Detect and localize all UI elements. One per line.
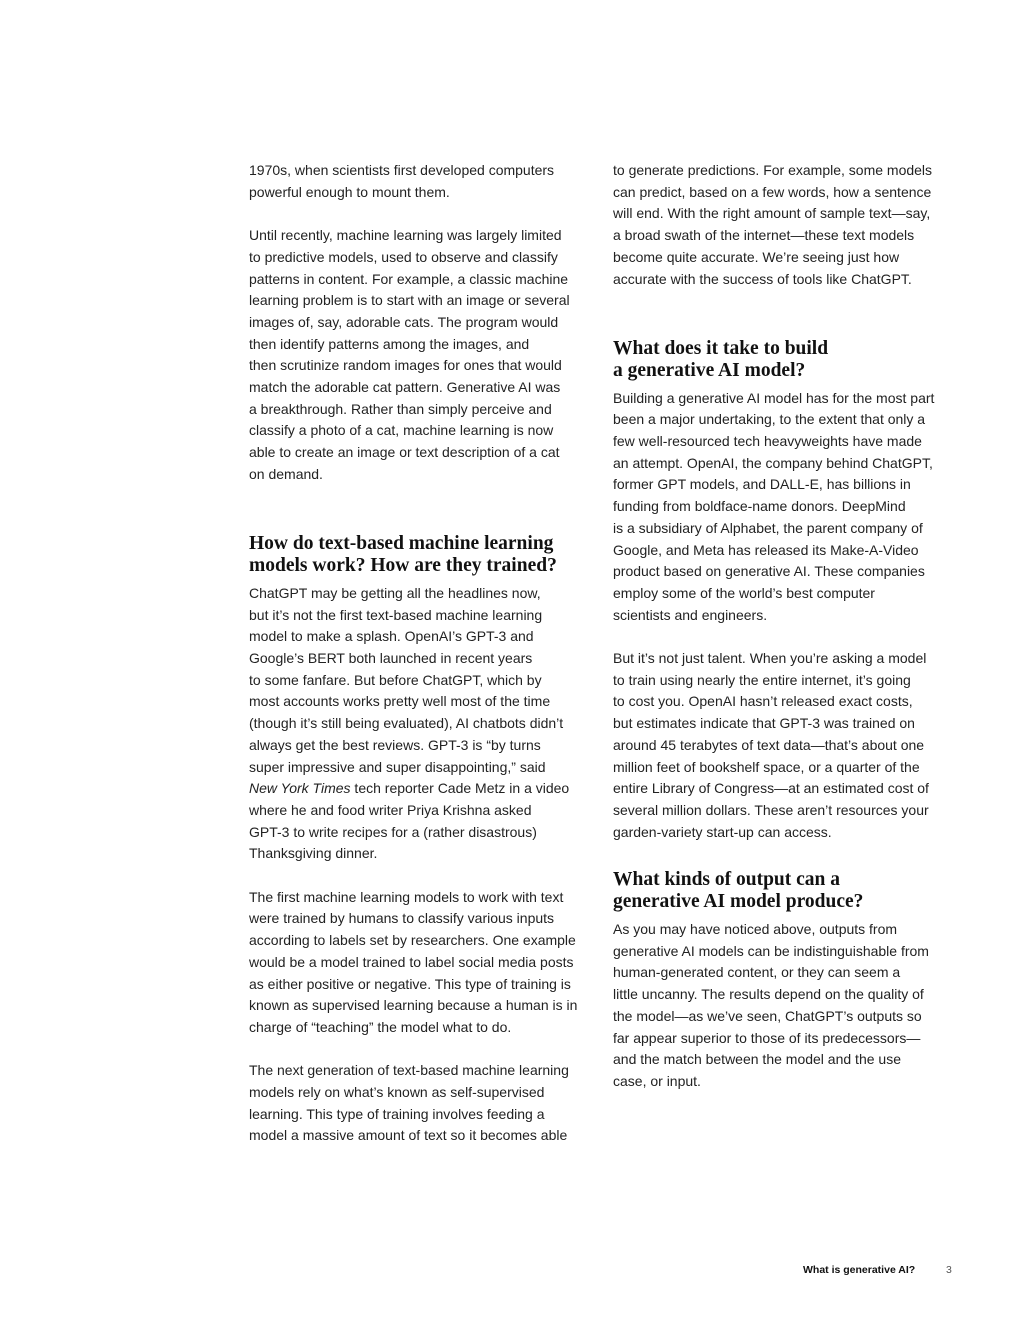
- text-line: but it’s not the first text-based machine learning: [249, 606, 543, 623]
- paragraph: [249, 225, 594, 485]
- text-line: product based on generative AI. These companies: [613, 563, 925, 580]
- text-span: tech reporter Cade Metz in a video: [350, 780, 570, 797]
- heading-line: models work? How are they trained?: [249, 554, 557, 576]
- text-line: and the match between the model and the use: [613, 1051, 901, 1068]
- text-line: known as supervised learning because a human is in: [249, 997, 578, 1014]
- text-line: to some fanfare. But before ChatGPT, which by: [249, 671, 542, 688]
- paragraph: [249, 1060, 594, 1147]
- text-line: the model—as we’ve seen, ChatGPT’s outputs so: [613, 1007, 922, 1024]
- text-line: GPT-3 to write recipes for a (rather disastrous): [249, 823, 537, 840]
- right-column: [613, 160, 958, 1093]
- text-line: most accounts works pretty well most of the time: [249, 693, 551, 710]
- paragraph: [249, 887, 594, 1039]
- text-line: would be a model trained to label social media posts: [249, 953, 574, 970]
- text-line: human-generated content, or they can seem a: [613, 964, 901, 981]
- text-line: an attempt. OpenAI, the company behind ChatGPT,: [613, 454, 933, 471]
- paragraph: [249, 583, 594, 865]
- text-line: case, or input.: [613, 1072, 701, 1089]
- paragraph: [613, 388, 958, 627]
- text-line: learning problem is to start with an image or several: [249, 292, 570, 309]
- heading-line: generative AI model produce?: [613, 891, 864, 913]
- text-line: scientists and engineers.: [613, 606, 768, 623]
- text-line: little uncanny. The results depend on the quality of: [613, 986, 924, 1003]
- text-line: is a subsidiary of Alphabet, the parent company of: [613, 519, 923, 536]
- text-line: able to create an image or text description of a cat: [249, 444, 560, 461]
- text-line: become quite accurate. We’re seeing just how: [613, 248, 900, 265]
- text-line: a breakthrough. Rather than simply perceive and: [249, 400, 552, 417]
- text-line: The first machine learning models to work with text: [249, 888, 564, 905]
- heading-line: How do text-based machine learning: [249, 532, 554, 554]
- text-line: accurate with the success of tools like ChatGPT.: [613, 270, 912, 287]
- text-line: were trained by humans to classify various inputs: [249, 910, 555, 927]
- heading-line: What does it take to build: [613, 337, 829, 359]
- text-line: models rely on what’s known as self-supervised: [249, 1084, 545, 1101]
- section-heading: [249, 533, 594, 577]
- text-line: Google’s BERT both launched in recent years: [249, 650, 533, 667]
- text-line: on demand.: [249, 465, 323, 482]
- text-line: garden-variety start-up can access.: [613, 823, 832, 840]
- text-line: then identify patterns among the images, and: [249, 335, 530, 352]
- text-line: far appear superior to those of its predecessors—: [613, 1029, 921, 1046]
- text-line: to train using nearly the entire internet, it’s going: [613, 671, 911, 688]
- text-line: million feet of bookshelf space, or a quarter of the: [613, 758, 920, 775]
- section-heading: [613, 338, 958, 382]
- text-line: around 45 terabytes of text data—that’s about one: [613, 736, 925, 753]
- text-line: Thanksgiving dinner.: [249, 845, 378, 862]
- text-line: The next generation of text-based machine learning: [249, 1062, 569, 1079]
- left-column: [249, 160, 594, 1147]
- text-line: As you may have noticed above, outputs from: [613, 921, 898, 938]
- text-line: learning. This type of training involves feeding a: [249, 1105, 545, 1122]
- text-line: images of, say, adorable cats. The program would: [249, 313, 559, 330]
- text-line: to predictive models, used to observe and classify: [249, 248, 558, 265]
- text-line: then scrutinize random images for ones that would: [249, 357, 562, 374]
- text-line: powerful enough to mount them.: [249, 183, 450, 200]
- text-line: former GPT models, and DALL-E, has billions in: [613, 476, 911, 493]
- text-line: where he and food writer Priya Krishna asked: [249, 801, 532, 818]
- text-line: (though it’s still being evaluated), AI chatbots didn’t: [249, 715, 564, 732]
- paragraph: [613, 160, 958, 290]
- text-line: model to make a splash. OpenAI’s GPT-3 and: [249, 628, 534, 645]
- text-line: few well-resourced tech heavyweights have made: [613, 433, 922, 449]
- text-line: always get the best reviews. GPT-3 is “by turns: [249, 736, 541, 753]
- text-line: Until recently, machine learning was largely limited: [249, 227, 562, 244]
- text-line: [249, 778, 594, 800]
- text-line: been a major undertaking, to the extent that only a: [613, 411, 926, 428]
- paragraph: [249, 160, 594, 203]
- text-line: patterns in content. For example, a classic machine: [249, 270, 569, 287]
- text-line: to cost you. OpenAI hasn’t released exact costs,: [613, 693, 913, 710]
- text-line: charge of “teaching” the model what to do.: [249, 1018, 512, 1035]
- text-line: a broad swath of the internet—these text models: [613, 227, 915, 244]
- text-line: Building a generative AI model has for the most part: [613, 389, 935, 406]
- paragraph: [613, 919, 958, 1093]
- text-line: But it’s not just talent. When you’re asking a model: [613, 650, 927, 667]
- text-line: but estimates indicate that GPT-3 was trained on: [613, 715, 915, 732]
- page-number: 3: [946, 1264, 952, 1276]
- text-line: will end. With the right amount of sample text—say,: [613, 205, 931, 222]
- text-line: employ some of the world’s best computer: [613, 584, 875, 601]
- text-line: classify a photo of a cat, machine learning is now: [249, 422, 554, 439]
- text-line: entire Library of Congress—at an estimated cost of: [613, 780, 929, 797]
- text-line: 1970s, when scientists first developed computers: [249, 162, 555, 178]
- section-heading: [613, 869, 958, 913]
- paragraph: [613, 648, 958, 843]
- publication-name: New York Times: [249, 780, 351, 797]
- text-line: to generate predictions. For example, some models: [613, 162, 933, 178]
- text-line: ChatGPT may be getting all the headlines now,: [249, 584, 541, 601]
- text-line: as either positive or negative. This type of training is: [249, 975, 571, 992]
- text-line: funding from boldface-name donors. DeepMind: [613, 498, 906, 515]
- text-line: can predict, based on a few words, how a sentence: [613, 183, 932, 200]
- heading-line: a generative AI model?: [613, 359, 806, 381]
- text-line: several million dollars. These aren’t resources your: [613, 801, 929, 818]
- text-line: generative AI models can be indistinguishable from: [613, 942, 929, 959]
- text-line: according to labels set by researchers. One example: [249, 932, 576, 949]
- text-line: super impressive and super disappointing,” said: [249, 758, 546, 775]
- text-line: model a massive amount of text so it becomes able: [249, 1127, 568, 1144]
- text-line: Google, and Meta has released its Make-A-Video: [613, 541, 919, 558]
- footer-title: What is generative AI?: [803, 1264, 916, 1276]
- heading-line: What kinds of output can a: [613, 869, 841, 891]
- text-line: match the adorable cat pattern. Generative AI was: [249, 379, 561, 396]
